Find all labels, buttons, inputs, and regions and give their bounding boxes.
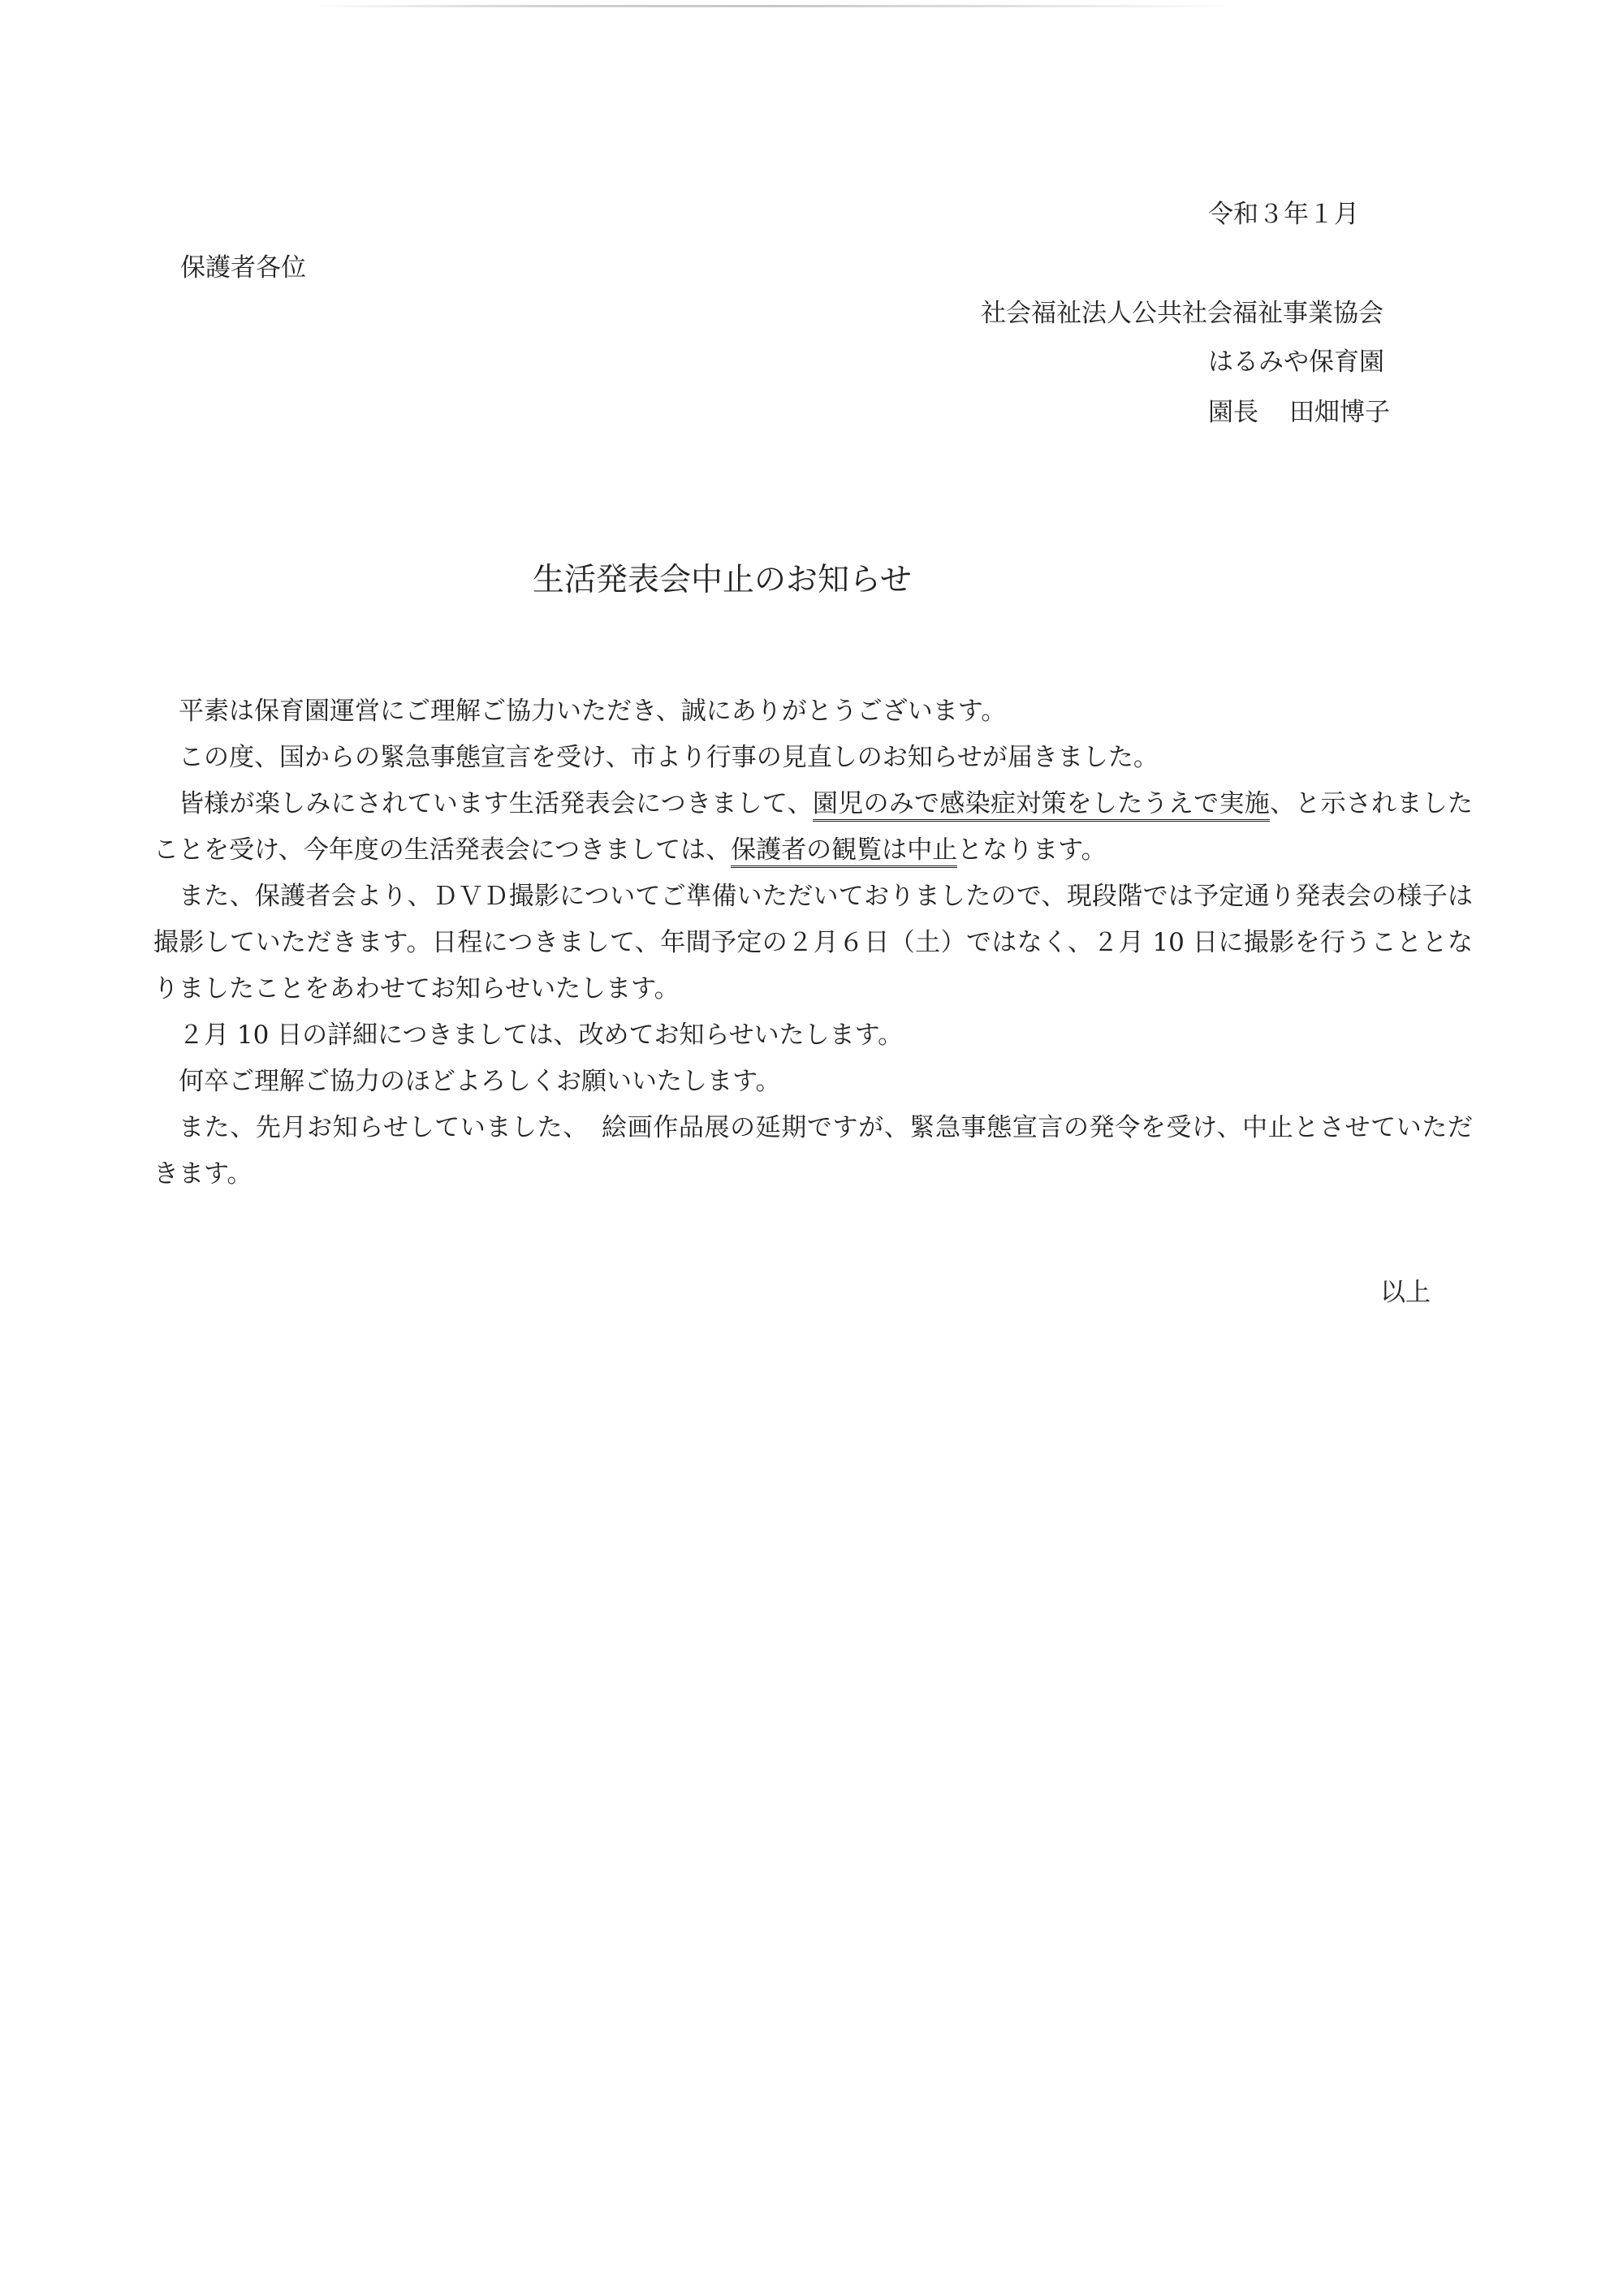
paragraph-greeting: 平素は保育園運営にご理解ご協力いただき、誠にありがとうございます。 <box>179 697 1007 726</box>
recipient: 保護者各位 <box>180 253 306 283</box>
principal-title: 園長 <box>1208 398 1258 427</box>
scan-edge-shadow <box>309 5 1242 7</box>
underlined-implementation-note: 園児のみで感染症対策をしたうえで実施 <box>813 789 1270 822</box>
paragraph-details-later: ２月 10 日の詳細につきましては、改めてお知らせいたします。 <box>179 1021 904 1050</box>
paragraph-dvd-recording: また、保護者会より、ＤＶＤ撮影についてご準備いただいておりましたので、現段階では予定通り発表会の様子は撮影していただきます。日程につきまして、年間予定の２月６日（土）ではなく、２月 10 日に撮影を行うこととなりましたことをあわせてお知らせいたします。 <box>153 882 1473 1003</box>
paragraph-art-exhibition: また、先月お知らせしていました、 絵画作品展の延期ですが、緊急事態宣言の発令を受け、中止とさせていただきます。 <box>153 1113 1473 1189</box>
paragraph-emergency-notice: この度、国からの緊急事態宣言を受け、市より行事の見直しのお知らせが届きました。 <box>179 743 1159 772</box>
underlined-viewing-cancelled: 保護者の観覧は中止 <box>731 835 957 868</box>
document-title: 生活発表会中止のお知らせ <box>533 562 912 598</box>
paragraph-request-understanding: 何卒ご理解ご協力のほどよろしくお願いいたします。 <box>179 1067 781 1096</box>
document-date: 令和３年１月 <box>1208 200 1359 229</box>
paragraph-cancellation-text-2: 、と示されましたことを受け、今年度の生活発表会につきましては、 <box>153 789 1473 865</box>
principal-name: 田畑博子 <box>1289 398 1390 427</box>
paragraph-cancellation-text-1: 皆様が楽しみにされています生活発表会につきまして、 <box>179 789 813 818</box>
principal-signature <box>1208 396 1390 429</box>
document-body <box>153 688 1473 1198</box>
school-name: はるみや保育園 <box>1208 347 1384 377</box>
paragraph-cancellation-text-3: となります。 <box>957 835 1107 865</box>
paragraph-cancellation <box>153 781 1473 874</box>
organization-name: 社会福祉法人公共社会福祉事業協会 <box>981 299 1383 328</box>
closing-mark: 以上 <box>1380 1278 1431 1307</box>
